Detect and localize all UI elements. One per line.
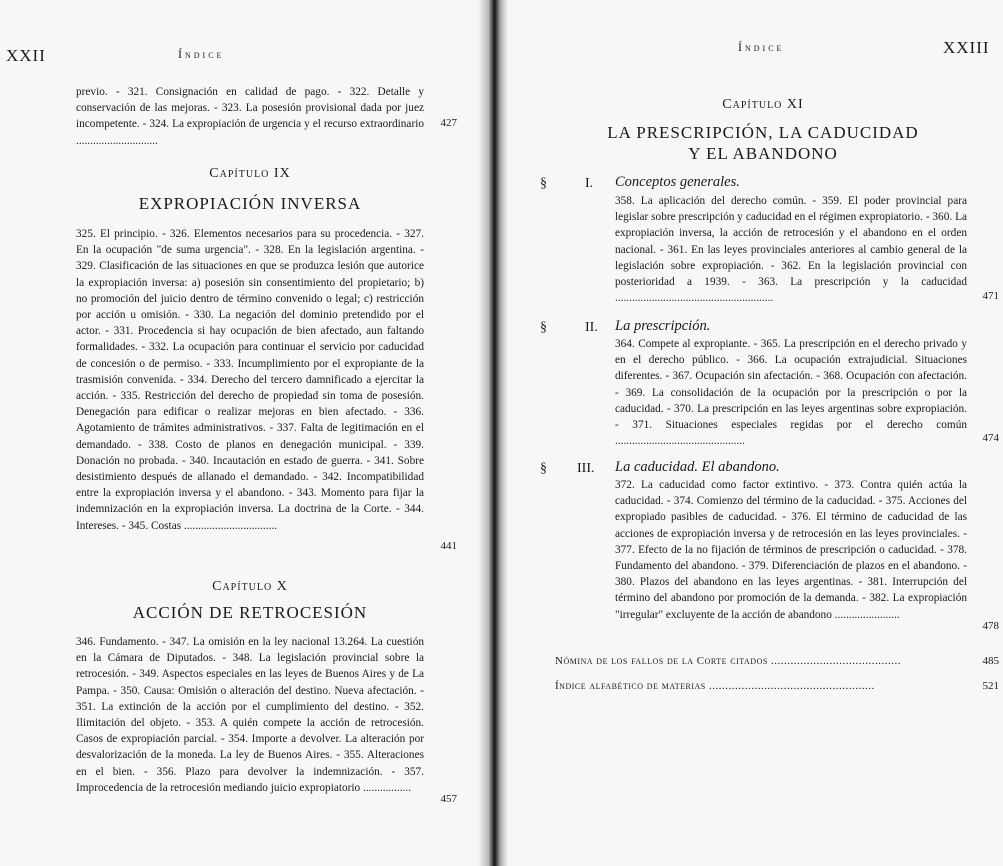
chapter-ix-page: 441 bbox=[440, 540, 457, 552]
section-text: 364. Compete al expropiante. - 365. La prescripción en el derecho privado y en el derecho público. - 366. La ocupación extrajudicial. Situaciones diferentes. - 367. Ocupación sin afectación. - 368. Ocupación con afectación. - 369. La consolidación de la ocupación por la prescripción o por la caducidad. - 370. La prescripción en las leyes argentinas sobre expropiación. - 371. Situaciones especiales regidas por el derecho común .............................................. bbox=[615, 338, 967, 448]
indice-alfabetico-entry: Índice alfabético de materias ................................................... bbox=[555, 680, 875, 692]
page-number: XXII bbox=[6, 46, 46, 65]
section-page: 471 bbox=[982, 290, 999, 302]
section-text: 372. La caducidad como factor extintivo. - 373. Contra quién actúa la caducidad. - 374. Comienzo del término de la caducidad. - 375. Acciones del expropiado pasibles de caducidad. - 376. El término de caducidad de las acciones de expropiación inversa y de retrocesión en las leyes provinciales. - 377. Efecto de la no fijación de términos de prescripción o caducidad. - 378. Fundamento del abandono. - 379. Diferenciación de plazos en el abandono. - 380. Plazos del abandono en las leyes argentinas. - 381. Interrupción del término del abandono por promoción de la demanda. - 382. La expropiación "irregular" excluyente de la acción de abandono ....................... bbox=[615, 479, 967, 621]
continued-entry-text: previo. - 321. Consignación en calidad de pago. - 322. Detalle y conservación de las mejoras. - 323. La posesión provisional dada por juez incompetente. - 324. La expropiación de urgencia y el recurso extraordinario ............................. bbox=[76, 86, 424, 147]
chapter-xi-title-line2: Y EL ABANDONO bbox=[688, 144, 838, 163]
section-text: 358. La aplicación del derecho común. - 359. El poder provincial para legislar sobre prescripción y caducidad en el régimen expropiatorio. - 360. La expropiación inversa, la acción de retrocesión y el abandono en el orden nacional. - 361. En las leyes provinciales anteriores al cambio general de la legislación sobre expropiación. - 362. En la legislación provincial con posterioridad a 1939. - 363. La prescripción y la caducidad ........................................................ bbox=[615, 195, 967, 305]
chapter-x-label: Capítulo X bbox=[212, 579, 288, 594]
running-head: Índice bbox=[178, 47, 225, 61]
section-title: La prescripción. bbox=[615, 318, 711, 334]
section-number: III. bbox=[577, 461, 595, 476]
section-mark: § bbox=[540, 320, 547, 335]
chapter-xi-title-line1: LA PRESCRIPCIÓN, LA CADUCIDAD bbox=[607, 123, 919, 142]
nomina-fallos-entry: Nómina de los fallos de la Corte citados ........................................ bbox=[555, 655, 902, 667]
section-number: I. bbox=[585, 176, 594, 191]
chapter-xi-label: Capítulo XI bbox=[722, 97, 804, 112]
chapter-x-page: 457 bbox=[440, 793, 457, 805]
continued-entry-page: 427 bbox=[440, 117, 457, 129]
right-page bbox=[493, 0, 1003, 866]
running-head: Índice bbox=[738, 40, 785, 54]
section-title: La caducidad. El abandono. bbox=[615, 459, 780, 475]
nomina-fallos-page: 485 bbox=[982, 655, 999, 667]
indice-alfabetico-page: 521 bbox=[982, 680, 999, 692]
book-gutter-shadow bbox=[478, 0, 508, 866]
left-page bbox=[0, 0, 490, 866]
section-mark: § bbox=[540, 461, 547, 476]
page-number: XXIII bbox=[943, 38, 990, 57]
section-mark: § bbox=[540, 176, 547, 191]
section-page: 478 bbox=[982, 620, 999, 632]
chapter-x-title: ACCIÓN DE RETROCESIÓN bbox=[132, 603, 368, 622]
chapter-ix-title: EXPROPIACIÓN INVERSA bbox=[138, 194, 362, 213]
section-number: II. bbox=[585, 320, 598, 335]
section-page: 474 bbox=[982, 432, 999, 444]
chapter-x-text: 346. Fundamento. - 347. La omisión en la ley nacional 13.264. La cuestión en la Cámara de Diputados. - 348. La legislación provincial sobre la retrocesión. - 349. Aspectos especiales en las leyes de Buenos Aires y de La Pampa. - 350. Causa: Omisión o alteración del destino. Nueva afectación. - 351. La extinción de la acción por el cumplimiento del destino. - 352. Ilimitación del objeto. - 353. A quién compete la acción de retrocesión. Casos de expropiación parcial. - 354. Importe a devolver. La alteración por desvalorización de la moneda. La ley de Buenos Aires. - 355. Alteraciones en el bien. - 356. Plazo para devolver la indemnización. - 357. Improcedencia de la retrocesión mediando juicio expropiatorio ................. bbox=[76, 636, 424, 794]
chapter-ix-label: Capítulo IX bbox=[209, 166, 291, 181]
chapter-ix-text: 325. El principio. - 326. Elementos necesarios para su procedencia. - 327. En la ocupación "de suma urgencia". - 328. En la legislación argentina. - 329. Clasificación de las situaciones en que se produzca lesión que autorice la expropiación inversa: a) posesión sin consentimiento del propietario; b) no promoción del juicio dentro de término convenido o legal; c) restricción por acción u omisión. - 330. La negación del dominio pretendido por el actor. - 331. Procedencia si hay ocupación de bien afectado, aun faltando formalidades. - 332. La ocupación para continuar el servicio por caducidad de concesión o de permiso. - 333. Incumplimiento por el expropiante de la trasmisión convenida. - 334. Derecho del tercero damnificado a ejercitar la acción. - 335. Restricción del derecho de propiedad sin toma de posesión. Denegación para edificar o realizar mejoras en bien afectado. - 336. Agotamiento de trámites administrativos. - 337. Falta de legitimación en el demandado. - 338. Costo de planos en denegación municipal. - 339. Donación no probada. - 340. Incautación en estado de guerra. - 341. Sobre desistimiento después de allanado el demandado. - 342. Incompatibilidad entre la expropiación inversa y el abandono. - 343. Momento para fijar la indemnización en la expropiación inversa. La doctrina de la Corte. - 344. Intereses. - 345. Costas ................................. bbox=[76, 228, 424, 532]
section-title: Conceptos generales. bbox=[615, 174, 740, 190]
